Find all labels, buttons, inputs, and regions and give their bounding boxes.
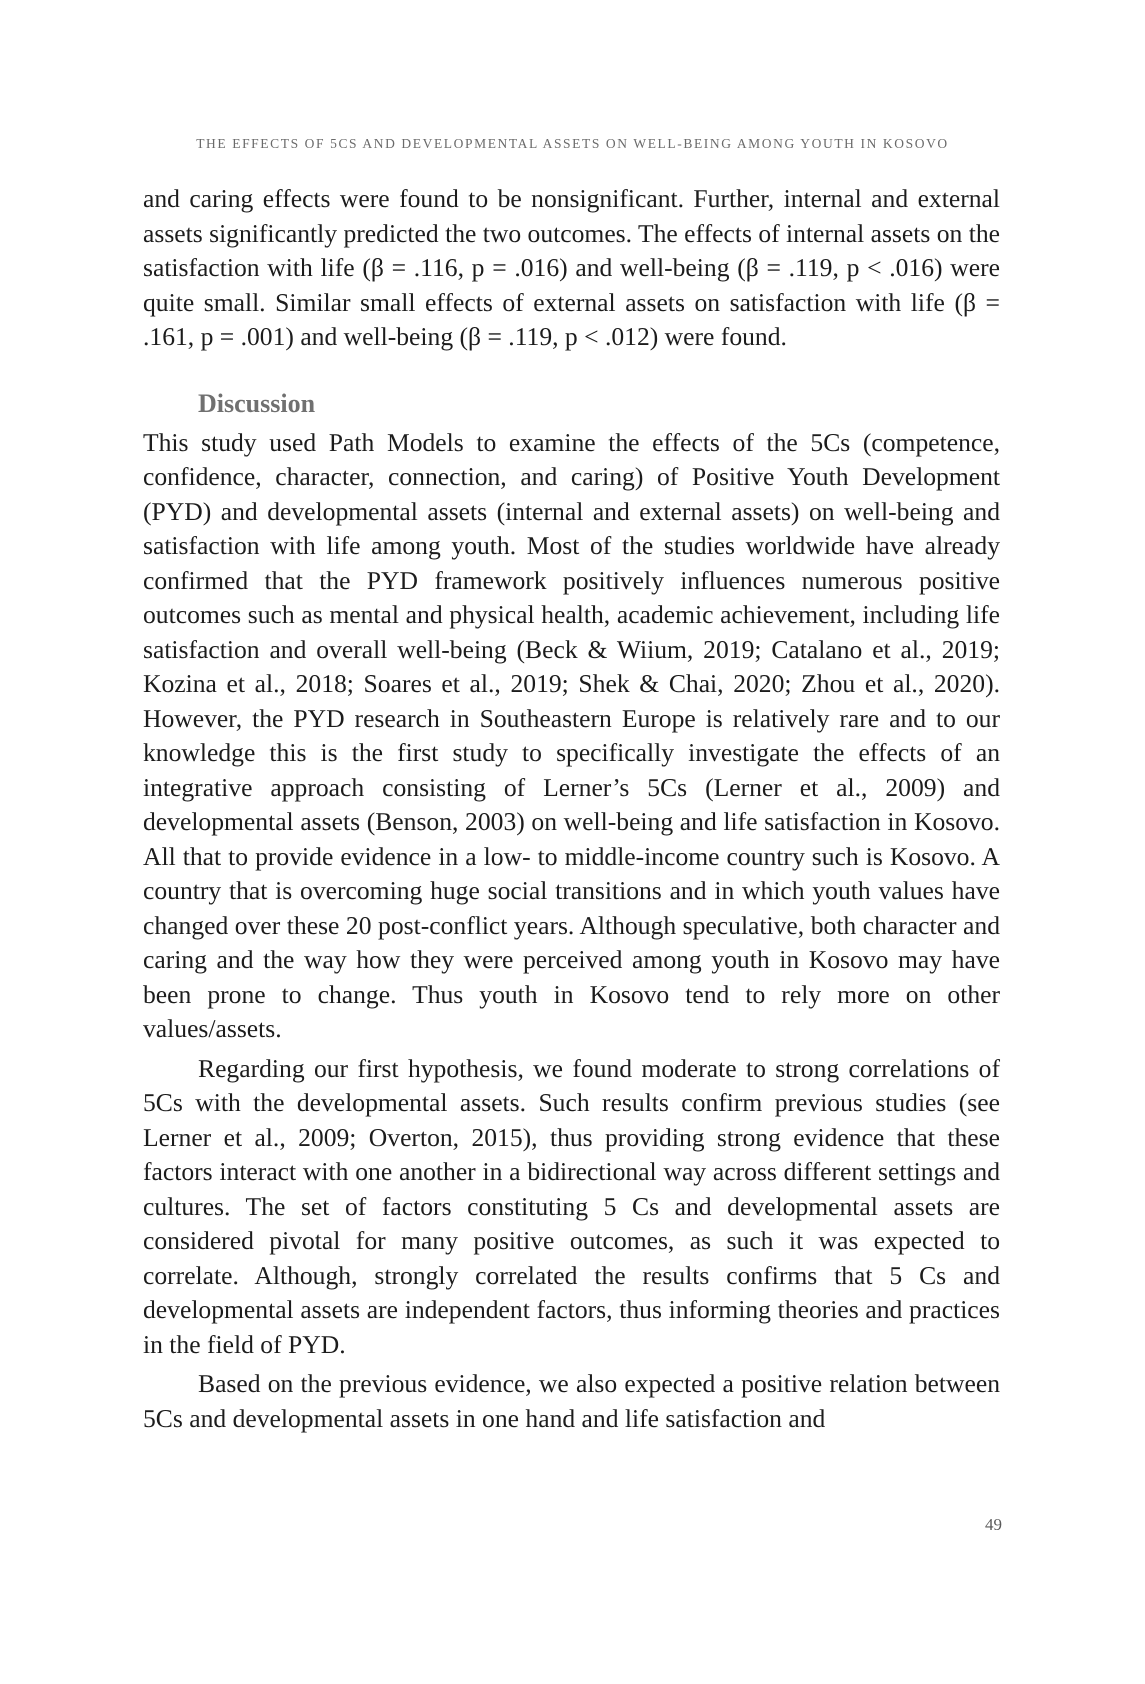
paragraph-discussion-1: This study used Path Models to examine the effects of the 5Cs (competence, confidence, character, connection, and caring) of Positive Youth Development (PYD) and developmental assets (internal and external assets) on well-being and satisfaction with life among youth. Most of the studies worldwide have already confirmed that the PYD framework positively influences numerous positive outcomes such as mental and physical health, academic achievement, including life satisfaction and overall well-being (Beck & Wiium, 2019; Catalano et al., 2019; Kozina et al., 2018; Soares et al., 2019; Shek & Chai, 2020; Zhou et al., 2020). However, the PYD research in Southeastern Europe is relatively rare and to our knowledge this is the first study to specifically investigate the effects of an integrative approach consisting of Lerner’s 5Cs (Lerner et al., 2009) and developmental assets (Benson, 2003) on well-being and life satisfaction in Kosovo. All that to provide evidence in a low- to middle-income country such is Kosovo. A country that is overcoming huge social transitions and in which youth values have changed over these 20 post-conflict years. Although speculative, both character and caring and the way how they were perceived among youth in Kosovo may have been prone to change. Thus youth in Kosovo tend to rely more on other values/assets. [143, 427, 1000, 1043]
section-heading-discussion: Discussion [198, 388, 316, 418]
paragraph-discussion-2: Regarding our first hypothesis, we found moderate to strong correlations of 5Cs with the developmental assets. Such results confirm previous studies (see Lerner et al., 2009; Overton, 2015), thus providing strong evidence that these factors interact with one another in a bidirectional way across different settings and cultures. The set of factors constituting 5 Cs and developmental assets are considered pivotal for many positive outcomes, as such it was expected to correlate. Although, strongly correlated the results confirms that 5 Cs and developmental assets are independent factors, thus informing theories and practices in the field of PYD. [143, 1053, 1000, 1359]
running-head: THE EFFECTS OF 5CS AND DEVELOPMENTAL ASSETS ON WELL-BEING AMONG YOUTH IN KOSOVO [196, 136, 949, 151]
heading-spacer [143, 355, 1000, 384]
page-number: 49 [985, 1515, 1002, 1534]
paragraph-results-continued: and caring effects were found to be nonsignificant. Further, internal and external assets significantly predicted the two outcomes. The effects of internal assets on the satisfaction with life (β = .116, p = .016) and well-being (β = .119, p < .016) were quite small. Similar small effects of external assets on satisfaction with life (β = .161, p = .001) and well-being (β = .119, p < .012) were found. [143, 184, 1000, 351]
body-text [143, 182, 1000, 1436]
paragraph-discussion-3: Based on the previous evidence, we also expected a positive relation between 5Cs and developmental assets in one hand and life satisfaction and [143, 1369, 1000, 1433]
